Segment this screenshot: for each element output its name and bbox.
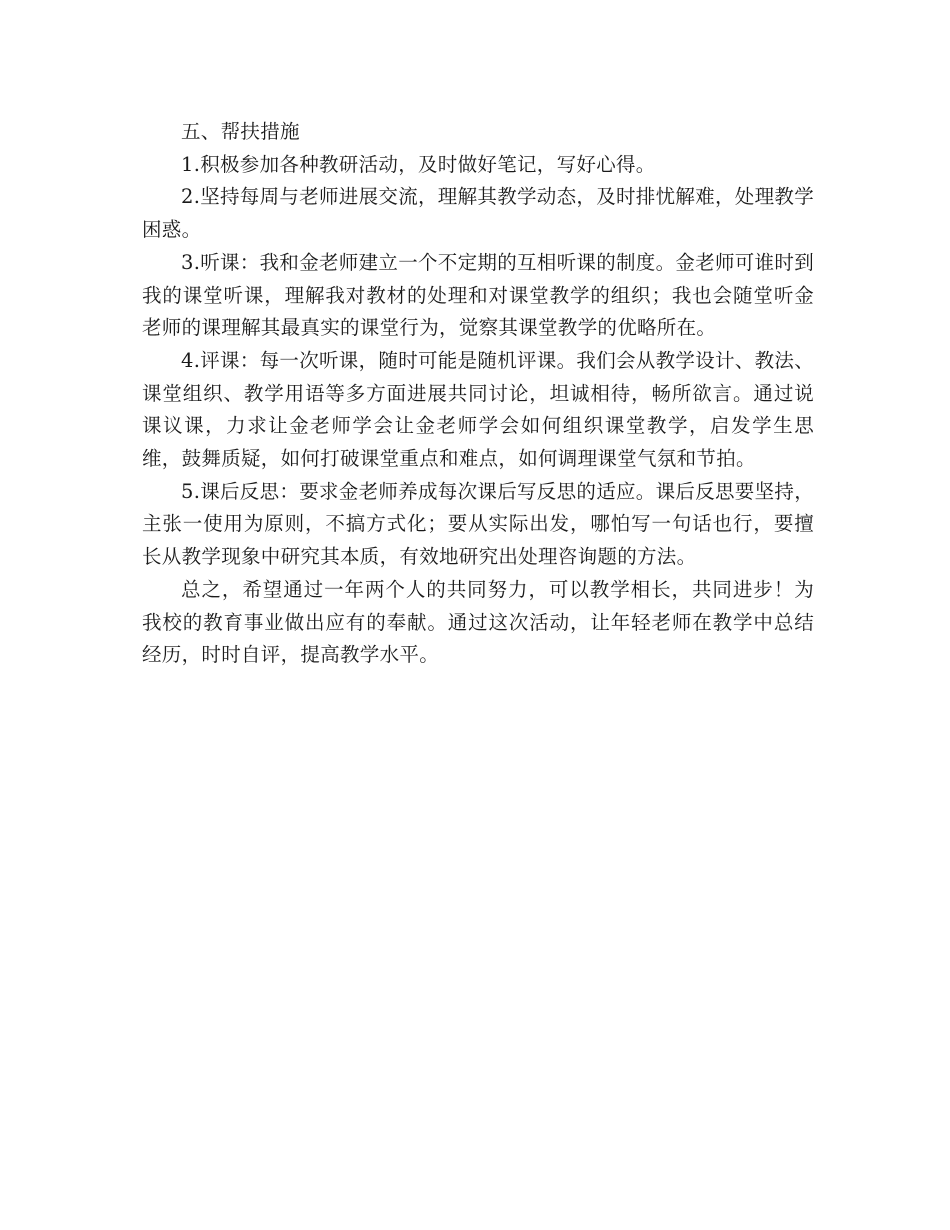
measure-item-2: 2.坚持每周与老师进展交流，理解其教学动态，及时排忧解难，处理教学困惑。: [142, 185, 815, 242]
measure-item-3: 3.听课：我和金老师建立一个不定期的互相听课的制度。金老师可谁时到我的课堂听课，理解我对教材的处理和对课堂教学的组织；我也会随堂听金老师的课理解其最真实的课堂行为，觉察其课堂教学的优略所在。: [142, 250, 815, 340]
measure-item-1: 1.积极参加各种教研活动，及时做好笔记，写好心得。: [181, 152, 656, 176]
measure-item-4: 4.评课：每一次听课，随时可能是随机评课。我们会从教学设计、教法、课堂组织、教学用语等多方面进展共同讨论，坦诚相待，畅所欲言。通过说课议课，力求让金老师学会让金老师学会如何组织课堂教学，启发学生思维，鼓舞质疑，如何打破课堂重点和难点，如何调理课堂气氛和节拍。: [142, 348, 815, 471]
measure-item-5: 5.课后反思：要求金老师养成每次课后写反思的适应。课后反思要坚持，主张一使用为原则，不搞方式化；要从实际出发，哪怕写一句话也行，要擅长从教学现象中研究其本质，有效地研究出处理咨询题的方法。: [142, 479, 815, 569]
document-body: [142, 116, 814, 672]
conclusion-paragraph: 总之，希望通过一年两个人的共同努力，可以教学相长，共同进步！为我校的教育事业做出应有的奉献。通过这次活动，让年轻老师在教学中总结经历，时时自评，提高教学水平。: [142, 577, 814, 667]
section-heading: 五、帮扶措施: [181, 120, 300, 143]
